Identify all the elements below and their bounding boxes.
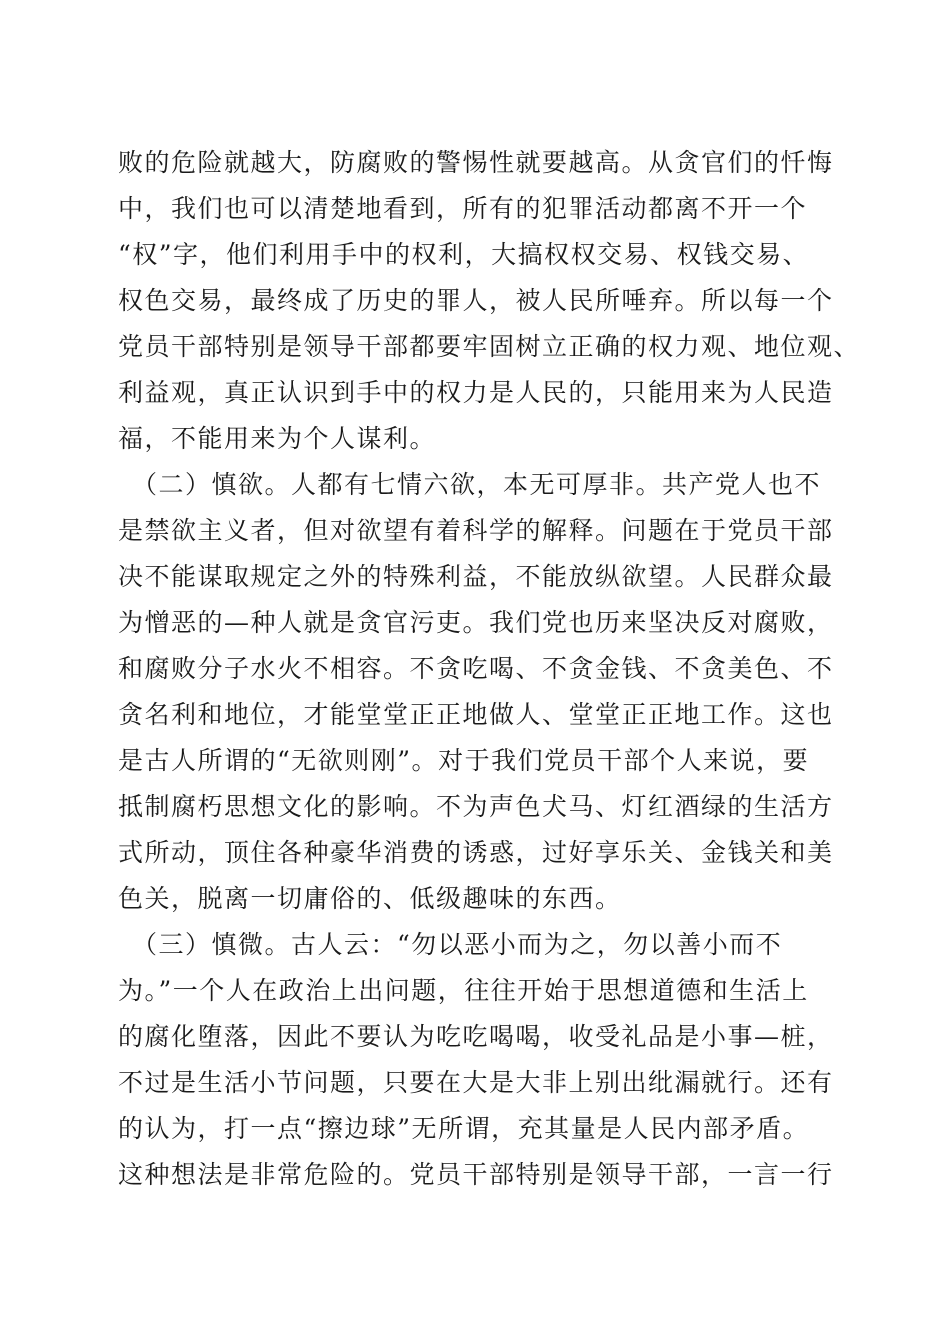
text-line: 抵制腐朽思想文化的影响。不为声色犬马、灯红酒绿的生活方: [118, 792, 834, 821]
text-line: 是禁欲主义者，但对欲望有着科学的解释。问题在于党员干部: [118, 516, 834, 545]
text-line: 是古人所谓的“无欲则刚”。对于我们党员干部个人来说，要: [118, 746, 810, 775]
text-line: 这种想法是非常危险的。党员干部特别是领导干部，一言一行: [118, 1160, 834, 1189]
text-line: 为憎恶的—种人就是贪官污吏。我们党也历来坚决反对腐败，: [118, 608, 834, 637]
text-line: 为。”一个人在政治上出问题，往往开始于思想道德和生活上: [118, 976, 809, 1005]
text-line: 不过是生活小节问题，只要在大是大非上别出纰漏就行。还有: [118, 1068, 834, 1097]
text-line: 败的危险就越大，防腐败的警惕性就要越高。从贪官们的忏悔: [118, 148, 834, 177]
text-line: 利益观，真正认识到手中的权力是人民的，只能用来为人民造: [118, 378, 834, 407]
text-line: 的认为，打一点“擦边球”无所谓，充其量是人民内部矛盾。: [118, 1114, 810, 1143]
text-line: 式所动，顶住各种豪华消费的诱惑，过好享乐关、金钱关和美: [118, 838, 834, 867]
section-heading-line: （三）慎微。古人云：“勿以恶小而为之，勿以善小而不: [118, 930, 783, 959]
text-line: “权”字，他们利用手中的权利，大搞权权交易、权钱交易、: [118, 240, 810, 269]
body-text: [118, 140, 861, 1198]
text-line: 中，我们也可以清楚地看到，所有的犯罪活动都离不开一个: [118, 194, 808, 223]
text-line: 贪名利和地位，才能堂堂正正地做人、堂堂正正地工作。这也: [118, 700, 834, 729]
text-line: 党员干部特别是领导干部都要牢固树立正确的权力观、地位观、: [118, 332, 861, 361]
text-line: 色关，脱离一切庸俗的、低级趣味的东西。: [118, 884, 622, 913]
text-line: 和腐败分子水火不相容。不贪吃喝、不贪金钱、不贪美色、不: [118, 654, 834, 683]
text-line: 的腐化堕落，因此不要认为吃吃喝喝，收受礼品是小事—桩，: [118, 1022, 834, 1051]
text-line: 权色交易，最终成了历史的罪人，被人民所唾弃。所以每一个: [118, 286, 834, 315]
section-heading-line: （二）慎欲。人都有七情六欲，本无可厚非。共产党人也不: [118, 470, 822, 499]
text-line: 决不能谋取规定之外的特殊利益，不能放纵欲望。人民群众最: [118, 562, 834, 591]
text-line: 福，不能用来为个人谋利。: [118, 424, 437, 453]
